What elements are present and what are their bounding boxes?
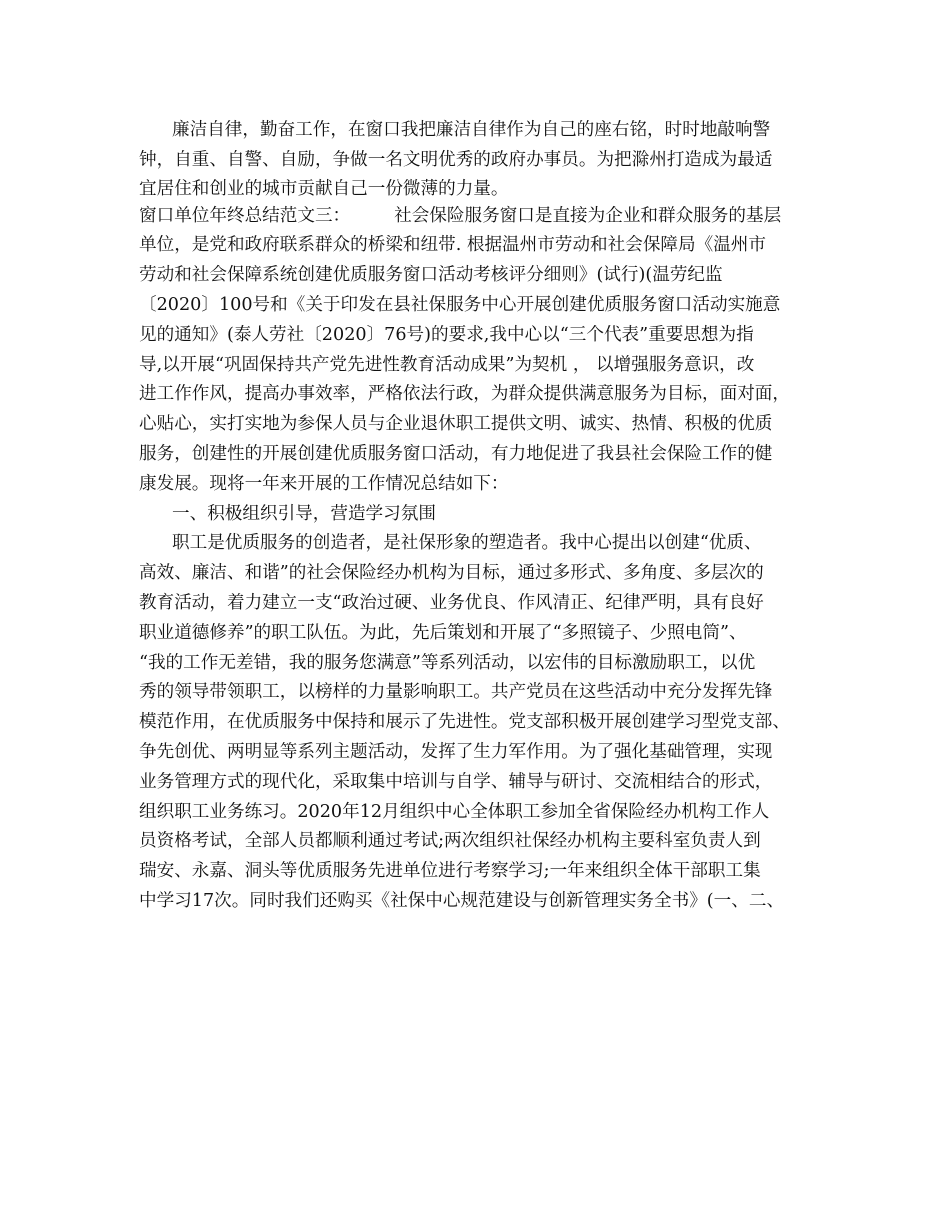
text-line: 争先创优、两明显等系列主题活动，发挥了生力军作用。为了强化基础管理，实现 <box>139 741 773 762</box>
text-line: 劳动和社会保障系统创建优质服务窗口活动考核评分细则》(试行)(温劳纪监 <box>139 265 723 286</box>
text-line: 康发展。现将一年来开展的工作情况总结如下： <box>139 473 509 494</box>
text-line: 廉洁自律，勤奋工作，在窗口我把廉洁自律作为自己的座右铭，时时地敲响警 <box>172 120 771 140</box>
text-line: 〔2020〕100号和《关于印发在县社保服务中心开展创建优质服务窗口活动实施意 <box>139 294 781 315</box>
text-line: 服务，创建性的开展创建优质服务窗口活动，有力地促进了我县社会保险工作的健 <box>139 443 773 464</box>
text-line: 进工作作风，提高办事效率，严格依法行政，为群众提供满意服务为目标，面对面， <box>139 384 790 405</box>
text-line: 心贴心，实打实地为参保人员与企业退休职工提供文明、诚实、热情、积极的优质 <box>139 414 773 435</box>
text-line: 职工是优质服务的创造者，是社保形象的塑造者。我中心提出以创建“优质、 <box>172 533 762 554</box>
text-line: 见的通知》(泰人劳社〔2020〕76号)的要求,我中心以“三个代表”重要思想为指 <box>139 324 754 345</box>
text-line: 秀的领导带领职工，以榜样的力量影响职工。共产党员在这些活动中充分发挥先锋 <box>139 682 773 703</box>
text-line: 职业道德修养”的职工队伍。为此，先后策划和开展了“多照镜子、少照电筒”、 <box>139 622 747 643</box>
text-line: 模范作用，在优质服务中保持和展示了先进性。党支部积极开展创建学习型党支部、 <box>139 712 790 733</box>
section-heading-line: 窗口单位年终总结范文三： 社会保险服务窗口是直接为企业和群众服务的基层 <box>139 205 782 226</box>
text-line: 导,以开展“巩固保持共产党先进性教育活动成果”为契机 ， 以增强服务意识，改 <box>139 354 755 375</box>
text-line: 员资格考试，全部人员都顺利通过考试;两次组织社保经办机构主要科室负责人到 <box>139 831 761 852</box>
text-line: 宜居住和创业的城市贡献自己一份微薄的力量。 <box>139 178 509 199</box>
text-line: “我的工作无差错，我的服务您满意”等系列活动，以宏伟的目标激励职工，以优 <box>139 652 756 673</box>
text-line: 业务管理方式的现代化，采取集中培训与自学、辅导与研讨、交流相结合的形式， <box>139 771 773 792</box>
document-body <box>139 116 829 917</box>
text-line: 钟，自重、自警、自励，争做一名文明优秀的政府办事员。为把滁州打造成为最适 <box>139 149 773 170</box>
text-line: 教育活动，着力建立一支“政治过硬、业务优良、作风清正、纪律严明，具有良好 <box>139 592 764 613</box>
text-line: 高效、廉洁、和谐”的社会保险经办机构为目标，通过多形式、多角度、多层次的 <box>139 563 764 584</box>
text-line: 单位，是党和政府联系群众的桥梁和纽带. 根据温州市劳动和社会保障局《温州市 <box>139 235 766 256</box>
text-line: 组织职工业务练习。2020年12月组织中心全体职工参加全省保险经办机构工作人 <box>139 801 770 822</box>
text-line: 瑞安、永嘉、洞头等优质服务先进单位进行考察学习;一年来组织全体干部职工集 <box>139 861 761 882</box>
text-line: 中学习17次。同时我们还购买《社保中心规范建设与创新管理实务全书》(一、二、 <box>139 890 785 911</box>
section-title: 一、积极组织引导，营造学习氛围 <box>172 503 436 524</box>
